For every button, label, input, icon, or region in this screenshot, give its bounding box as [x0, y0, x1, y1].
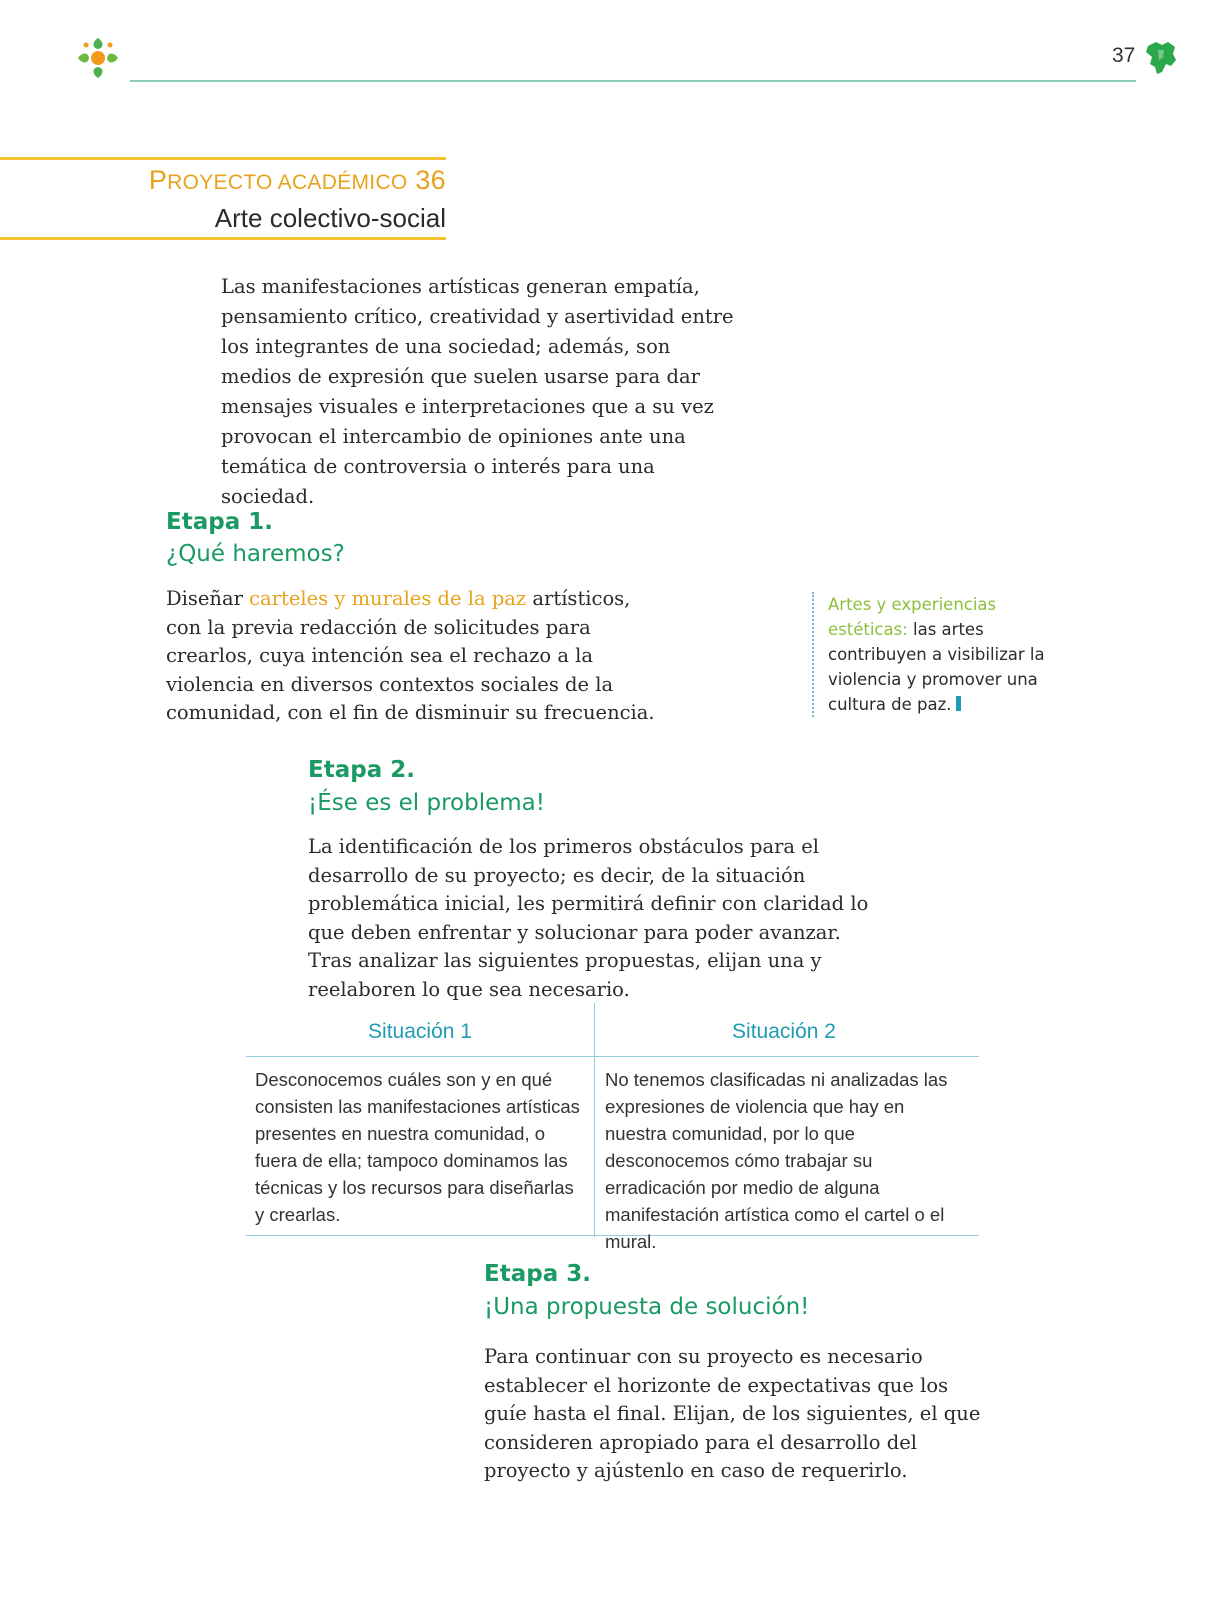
flower-logo-icon — [72, 34, 124, 86]
table-divider — [594, 1003, 595, 1237]
project-subtitle: Arte colectivo-social — [214, 203, 446, 233]
intro-paragraph: Las manifestaciones artísticas generan empatía, pensamiento crítico, creatividad y asertividad entre los integrantes de una sociedad; además, son medios de expresión que suelen usarse para dar mensajes visuales e interpretaciones que a su vez provocan el intercambio de opiniones ante una temática de controversia o interés para una sociedad. — [221, 275, 734, 508]
situation2-heading: Situación 2 — [732, 1020, 836, 1043]
situation2-text: No tenemos clasificadas ni analizadas las expresiones de violencia que hay en nuestra comunidad, por lo que desconocemos cómo trabajar su erradicación por medio de alguna manifestación artística como el cartel o el mural. — [605, 1069, 948, 1252]
situation1-heading: Situación 1 — [368, 1020, 472, 1043]
side-note-text: las artes contribuyen a visibilizar la violencia y promover una cultura de paz. — [828, 620, 1045, 714]
state-map-icon — [1144, 40, 1178, 76]
stage1-paragraph: Diseñar carteles y murales de la paz artísticos, con la previa redacción de solicitudes para crearlos, cuya intención sea el rechazo a la violencia en diversos contextos sociales de la comunidad, con el fin de disminuir su frecuencia. — [166, 587, 655, 724]
table-header-rule — [246, 1056, 979, 1057]
stage2-subtitle: ¡Ése es el problema! — [308, 790, 545, 816]
stage3-title: Etapa 3. — [484, 1261, 591, 1287]
situation1-text: Desconocemos cuáles son y en qué consisten las manifestaciones artísticas presentes en nuestra comunidad, o fuera de ella; tampoco dominamos las técnicas y los recursos para diseñarlas y crearlas. — [255, 1069, 580, 1225]
stage1-subtitle: ¿Qué haremos? — [166, 541, 345, 567]
end-mark-icon — [956, 696, 961, 711]
stage2-title: Etapa 2. — [308, 757, 415, 783]
project-label: PROYECTO ACADÉMICO 36 — [148, 165, 446, 195]
page-number: 37 — [1112, 44, 1136, 67]
header-rule — [130, 80, 1136, 82]
stage1-title: Etapa 1. — [166, 509, 273, 535]
stage3-subtitle: ¡Una propuesta de solución! — [484, 1294, 810, 1320]
highlight-term: carteles y murales de la paz — [249, 587, 527, 610]
stage2-paragraph: La identificación de los primeros obstáculos para el desarrollo de su proyecto; es decir, de la situación problemática inicial, les permitirá definir con claridad lo que deben enfrentar y solucionar para poder avanzar. Tras analizar las siguientes propuestas, elijan una y reelaboren lo que sea necesario. — [308, 835, 869, 1001]
side-note-term: Artes y experiencias estéticas: — [828, 595, 997, 639]
side-note — [812, 592, 1068, 717]
stage3-paragraph: Para continuar con su proyecto es necesario establecer el horizonte de expectativas que los guíe hasta el final. Elijan, de los siguientes, el que consideren apropiado para el desarrollo del proyecto y ajústenlo en caso de requerirlo. — [484, 1345, 981, 1482]
